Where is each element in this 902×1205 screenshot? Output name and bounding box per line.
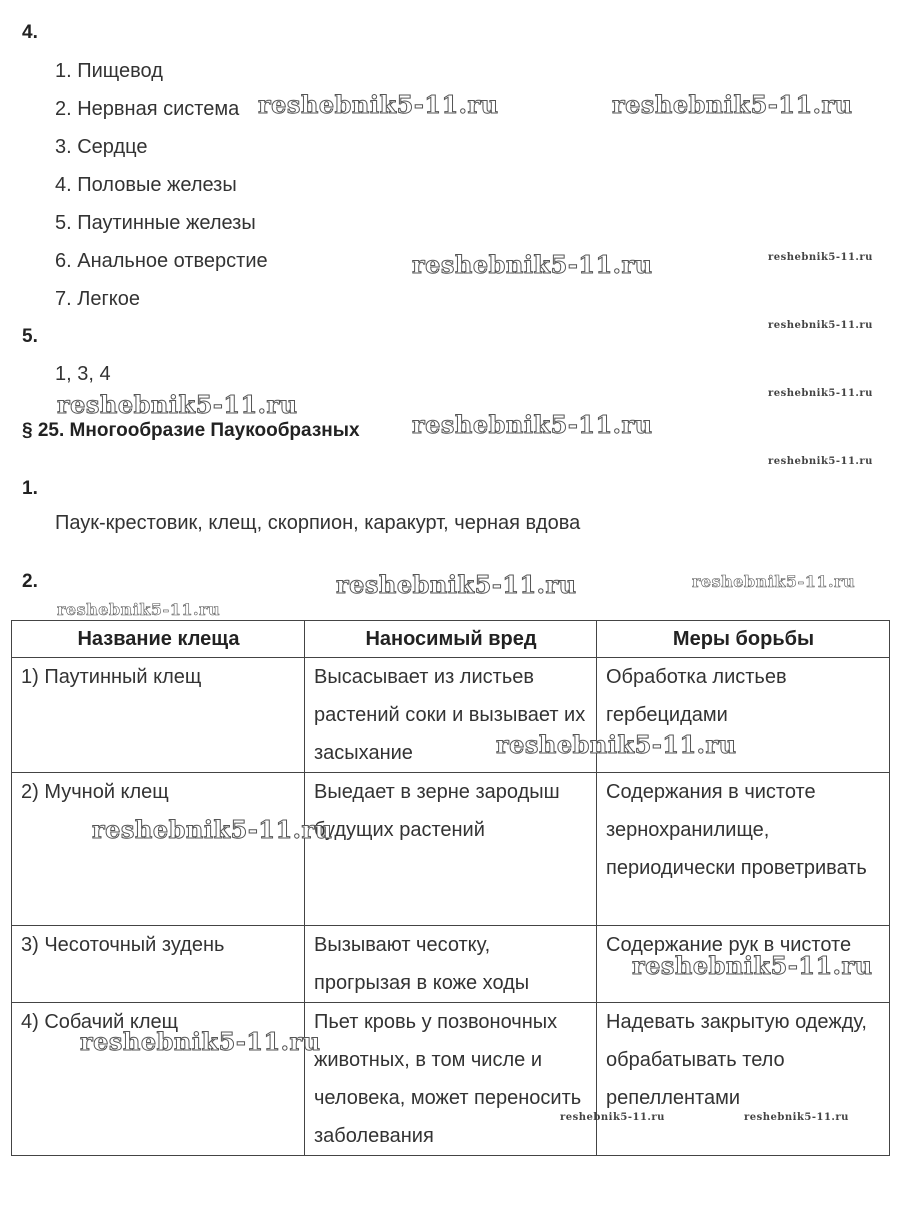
table-header-row xyxy=(12,621,890,658)
q4-item-5: 5. Паутинные железы xyxy=(55,212,256,234)
q4-item-2: 2. Нервная система xyxy=(55,98,240,120)
row-measures: Обработка листьев гербецидами xyxy=(597,658,890,773)
row-tick-name: 2) Мучной клещ xyxy=(12,773,305,926)
row-tick-name: 3) Чесоточный зудень xyxy=(12,926,305,1003)
watermark: reshebnik5-11.ru xyxy=(412,410,653,439)
watermark: reshebnik5-11.ru xyxy=(768,320,873,331)
row-harm: Выедает в зерне зародыш будущих растений xyxy=(305,773,597,926)
table-row xyxy=(12,1003,890,1156)
row-measures: Содержания в чистоте зернохранилище, периодически проветривать xyxy=(597,773,890,926)
q4-item-4: 4. Половые железы xyxy=(55,174,237,196)
row-tick-name: 1) Паутинный клещ xyxy=(12,658,305,773)
table-row xyxy=(12,658,890,773)
row-tick-name: 4) Собачий клещ xyxy=(12,1003,305,1156)
watermark: reshebnik5-11.ru xyxy=(57,600,221,619)
row-measures: Надевать закрытую одежду, обрабатывать тело репеллентами xyxy=(597,1003,890,1156)
watermark: reshebnik5-11.ru xyxy=(744,1112,849,1123)
watermark: reshebnik5-11.ru xyxy=(768,456,873,467)
watermark: reshebnik5-11.ru xyxy=(612,90,853,119)
section-q1-answer: Паук-крестовик, клещ, скорпион, каракурт, черная вдова xyxy=(55,512,581,534)
ticks-table xyxy=(11,620,890,1156)
question-4-number: 4. xyxy=(22,22,38,43)
q4-item-6: 6. Анальное отверстие xyxy=(55,250,268,272)
watermark: reshebnik5-11.ru xyxy=(692,572,856,591)
section-question-1-number: 1. xyxy=(22,478,38,499)
watermark: reshebnik5-11.ru xyxy=(560,1112,665,1123)
watermark: reshebnik5-11.ru xyxy=(57,390,298,419)
row-harm: Пьет кровь у позвоночных животных, в том числе и человека, может переносить заболевания xyxy=(305,1003,597,1156)
row-measures: Содержание рук в чистоте xyxy=(597,926,890,1003)
q4-item-7: 7. Легкое xyxy=(55,288,140,310)
watermark: reshebnik5-11.ru xyxy=(258,90,499,119)
section-question-2-number: 2. xyxy=(22,571,38,592)
header-measures: Меры борьбы xyxy=(597,621,890,658)
q4-item-3: 3. Сердце xyxy=(55,136,148,158)
watermark: reshebnik5-11.ru xyxy=(92,815,333,844)
watermark: reshebnik5-11.ru xyxy=(412,250,653,279)
watermark: reshebnik5-11.ru xyxy=(632,951,873,980)
header-tick-name: Название клеща xyxy=(12,621,305,658)
watermark: reshebnik5-11.ru xyxy=(768,252,873,263)
table-row xyxy=(12,773,890,926)
watermark: reshebnik5-11.ru xyxy=(80,1027,321,1056)
watermark: reshebnik5-11.ru xyxy=(496,730,737,759)
section-title: § 25. Многообразие Паукообразных xyxy=(22,420,360,441)
question-5-number: 5. xyxy=(22,326,38,347)
q5-answer: 1, 3, 4 xyxy=(55,363,111,385)
watermark: reshebnik5-11.ru xyxy=(336,570,577,599)
row-harm: Вызывают чесотку, прогрызая в коже ходы xyxy=(305,926,597,1003)
header-harm: Наносимый вред xyxy=(305,621,597,658)
q4-item-1: 1. Пищевод xyxy=(55,60,163,82)
row-harm: Высасывает из листьев растений соки и вызывает их засыхание xyxy=(305,658,597,773)
watermark: reshebnik5-11.ru xyxy=(768,388,873,399)
